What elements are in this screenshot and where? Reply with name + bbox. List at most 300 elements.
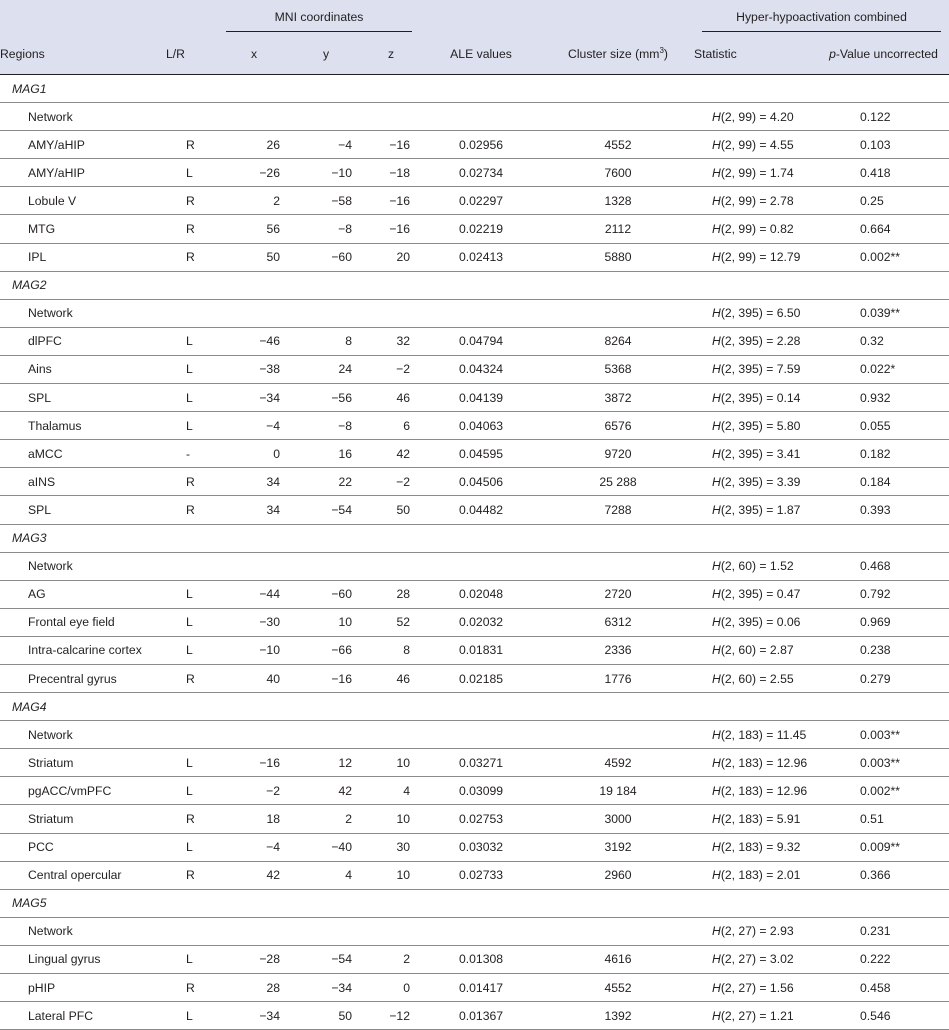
table-row — [0, 974, 949, 1002]
statistic-cell — [694, 384, 818, 412]
lr-cell: L — [186, 643, 193, 658]
statistic-value: (2, 60) = 1.52 — [720, 559, 794, 574]
p-value-cell: 0.103 — [860, 137, 891, 152]
z-cell: −2 — [396, 474, 410, 489]
ale-cell: 0.04063 — [458, 418, 504, 433]
y-cell: −4 — [338, 137, 352, 152]
col-y: y — [322, 47, 330, 61]
lr-cell: L — [186, 615, 193, 630]
table-row — [0, 299, 949, 327]
statistic-value: (2, 395) = 0.14 — [720, 390, 801, 405]
cluster-size-cell: 2112 — [604, 222, 632, 237]
x-cell: 26 — [266, 137, 280, 152]
y-cell — [290, 552, 362, 580]
z-cell: −2 — [396, 362, 410, 377]
statistic-value: (2, 99) = 4.55 — [720, 137, 794, 152]
lr-cell: R — [186, 474, 195, 489]
y-cell: 24 — [338, 362, 352, 377]
group-label: MAG3 — [12, 531, 47, 546]
statistic-cell — [694, 833, 818, 861]
ale-cell: 0.01831 — [458, 643, 504, 658]
region-cell: Lingual gyrus — [28, 952, 101, 967]
lr-cell: L — [186, 587, 193, 602]
h-symbol: H — [712, 165, 721, 180]
statistic-value: (2, 27) = 3.02 — [720, 952, 794, 967]
lr-cell: L — [186, 1008, 193, 1023]
region-cell: AMY/aHIP — [28, 165, 85, 180]
z-cell: −16 — [389, 137, 410, 152]
cluster-size-cell: 4552 — [604, 137, 632, 152]
table-row — [0, 215, 949, 243]
p-value-cell: 0.664 — [860, 222, 891, 237]
z-cell: −12 — [389, 1008, 410, 1023]
group-row — [0, 693, 949, 721]
h-symbol: H — [712, 137, 721, 152]
table-row — [0, 355, 949, 383]
y-cell: 16 — [338, 446, 352, 461]
statistic-cell — [694, 496, 818, 524]
z-cell: 30 — [396, 840, 410, 855]
z-cell: 46 — [396, 390, 410, 405]
table-row — [0, 384, 949, 412]
y-cell: 2 — [345, 811, 352, 826]
h-symbol: H — [712, 980, 721, 995]
p-value-cell: 0.222 — [860, 952, 891, 967]
statistic-cell — [694, 974, 818, 1002]
statistic-value: (2, 60) = 2.87 — [720, 643, 794, 658]
statistic-cell — [694, 777, 818, 805]
p-value-cell: 0.184 — [860, 474, 891, 489]
h-symbol: H — [712, 615, 721, 630]
cluster-size-cell — [542, 721, 694, 749]
y-cell: −16 — [331, 671, 352, 686]
p-value-cell: 0.393 — [860, 502, 891, 517]
table-row — [0, 777, 949, 805]
ale-cell: 0.02956 — [458, 137, 504, 152]
x-cell: 0 — [273, 446, 280, 461]
table-row — [0, 243, 949, 271]
ale-cell — [420, 721, 542, 749]
table-row — [0, 440, 949, 468]
z-cell — [362, 103, 420, 131]
ale-cell: 0.01417 — [458, 980, 504, 995]
group-row — [0, 889, 949, 917]
lr-cell: L — [186, 418, 193, 433]
statistic-value: (2, 99) = 4.20 — [720, 109, 794, 124]
table-row — [0, 580, 949, 608]
hyper-hypo-header: Hyper-hypoactivation combined — [694, 0, 949, 34]
p-value-cell: 0.009** — [860, 840, 900, 855]
statistic-value: (2, 183) = 5.91 — [720, 811, 801, 826]
p-value-cell: 0.039** — [860, 306, 900, 321]
y-cell: 8 — [345, 334, 352, 349]
table-row — [0, 187, 949, 215]
y-cell — [290, 299, 362, 327]
p-value-cell: 0.458 — [860, 980, 891, 995]
region-cell: SPL — [28, 502, 52, 517]
statistic-cell — [694, 580, 818, 608]
region-cell: IPL — [28, 250, 47, 265]
region-cell: aMCC — [28, 446, 63, 461]
statistic-cell — [694, 412, 818, 440]
ale-cell: 0.02185 — [458, 671, 504, 686]
x-cell: 18 — [266, 811, 280, 826]
ale-cell: 0.02219 — [458, 222, 504, 237]
statistic-cell — [694, 327, 818, 355]
group-label: MAG1 — [12, 81, 47, 96]
region-cell: Lateral PFC — [28, 1008, 94, 1023]
group-row — [0, 524, 949, 552]
h-symbol: H — [712, 390, 721, 405]
cluster-size-cell: 4616 — [604, 952, 632, 967]
p-value-cell: 0.25 — [860, 193, 884, 208]
region-cell: Intra-calcarine cortex — [28, 643, 142, 658]
z-cell: 50 — [396, 502, 410, 517]
cluster-size-cell: 3872 — [604, 390, 632, 405]
x-cell: 28 — [266, 980, 280, 995]
statistic-value: (2, 395) = 5.80 — [720, 418, 801, 433]
cluster-size-cell: 3192 — [604, 840, 632, 855]
statistic-cell — [694, 721, 818, 749]
col-lr: L/R — [166, 47, 185, 61]
lr-cell — [166, 552, 218, 580]
ale-cell — [420, 103, 542, 131]
region-cell: Precentral gyrus — [28, 671, 117, 686]
statistic-value: (2, 99) = 1.74 — [720, 165, 794, 180]
statistic-cell — [694, 805, 818, 833]
statistic-cell — [694, 636, 818, 664]
statistic-cell — [694, 243, 818, 271]
z-cell: 10 — [396, 755, 410, 770]
lr-cell: R — [186, 137, 195, 152]
y-cell: −60 — [331, 250, 352, 265]
y-cell: −56 — [331, 390, 352, 405]
lr-cell — [166, 299, 218, 327]
p-value-cell: 0.546 — [860, 1008, 891, 1023]
cluster-size-cell: 1392 — [604, 1008, 632, 1023]
region-cell: Lobule V — [28, 193, 77, 208]
col-z: z — [387, 47, 395, 61]
x-cell: 34 — [266, 502, 280, 517]
x-cell: −4 — [266, 840, 280, 855]
z-cell: 32 — [396, 334, 410, 349]
lr-cell — [166, 721, 218, 749]
statistic-cell — [694, 355, 818, 383]
cluster-size-cell: 8264 — [604, 334, 632, 349]
ale-cell — [420, 917, 542, 945]
cluster-size-cell: 6312 — [604, 615, 632, 630]
p-value-cell: 0.182 — [860, 446, 891, 461]
p-value-cell: 0.366 — [860, 868, 891, 883]
x-cell: −10 — [259, 643, 280, 658]
table-row — [0, 1002, 949, 1030]
table-row — [0, 861, 949, 889]
mni-coordinates-header: MNI coordinates — [218, 0, 420, 34]
statistic-value: (2, 183) = 2.01 — [720, 868, 801, 883]
col-p-value: p-Value uncorrected — [829, 47, 938, 61]
statistic-cell — [694, 215, 818, 243]
cluster-size-cell: 1776 — [604, 671, 632, 686]
cluster-size-cell: 6576 — [604, 418, 632, 433]
ale-cell: 0.04482 — [458, 502, 504, 517]
lr-cell: R — [186, 222, 195, 237]
statistic-value: (2, 183) = 11.45 — [720, 727, 807, 742]
region-cell: dlPFC — [28, 334, 62, 349]
p-value-cell: 0.51 — [860, 811, 884, 826]
x-cell — [218, 103, 290, 131]
col-ale: ALE values — [450, 47, 512, 61]
table-row — [0, 917, 949, 945]
h-symbol: H — [712, 1008, 721, 1023]
table-row — [0, 721, 949, 749]
h-symbol: H — [712, 418, 721, 433]
x-cell: −4 — [266, 418, 280, 433]
x-cell: 34 — [266, 474, 280, 489]
z-cell: 28 — [396, 587, 410, 602]
region-cell: pHIP — [28, 980, 56, 995]
h-symbol: H — [712, 109, 721, 124]
p-value-cell: 0.969 — [860, 615, 891, 630]
z-cell: 20 — [396, 250, 410, 265]
h-symbol: H — [712, 868, 721, 883]
z-cell: −16 — [389, 222, 410, 237]
region-cell: Frontal eye field — [28, 615, 115, 630]
p-value-cell: 0.468 — [860, 559, 891, 574]
region-cell: Ains — [28, 362, 52, 377]
region-cell: MTG — [28, 222, 56, 237]
region-cell: Network — [28, 924, 73, 939]
lr-cell: R — [186, 502, 195, 517]
ale-cell: 0.02048 — [458, 587, 504, 602]
table-row — [0, 327, 949, 355]
cluster-size-cell: 2720 — [604, 587, 632, 602]
statistic-cell — [694, 861, 818, 889]
lr-cell: L — [186, 840, 193, 855]
z-cell: 8 — [403, 643, 410, 658]
cluster-size-cell — [542, 103, 694, 131]
ale-cell: 0.02032 — [458, 615, 504, 630]
statistic-cell — [694, 299, 818, 327]
lr-cell: R — [186, 671, 195, 686]
lr-cell: L — [186, 165, 193, 180]
cluster-size-cell: 7600 — [604, 165, 632, 180]
x-cell: 2 — [273, 193, 280, 208]
statistic-value: (2, 395) = 0.06 — [720, 615, 801, 630]
h-symbol: H — [712, 362, 721, 377]
cluster-size-cell: 3000 — [604, 811, 632, 826]
statistic-cell — [694, 1002, 818, 1030]
y-cell: −54 — [331, 952, 352, 967]
p-value-cell: 0.279 — [860, 671, 891, 686]
lr-cell — [166, 103, 218, 131]
z-cell — [362, 721, 420, 749]
cluster-size-cell: 4592 — [604, 755, 632, 770]
y-cell: −66 — [331, 643, 352, 658]
ale-cell — [420, 552, 542, 580]
region-cell: Thalamus — [28, 418, 82, 433]
statistic-cell — [694, 945, 818, 973]
h-symbol: H — [712, 250, 721, 265]
h-symbol: H — [712, 222, 721, 237]
y-cell: −60 — [331, 587, 352, 602]
col-statistic: Statistic — [694, 47, 737, 61]
y-cell: 22 — [338, 474, 352, 489]
statistic-cell — [694, 159, 818, 187]
y-cell: −34 — [331, 980, 352, 995]
h-symbol: H — [712, 727, 721, 742]
statistic-value: (2, 395) = 1.87 — [720, 502, 801, 517]
cluster-size-cell: 5368 — [604, 362, 632, 377]
z-cell: −18 — [389, 165, 410, 180]
ale-cell: 0.02753 — [458, 811, 504, 826]
cluster-size-cell: 4552 — [604, 980, 632, 995]
statistic-value: (2, 60) = 2.55 — [720, 671, 794, 686]
x-cell — [218, 299, 290, 327]
statistic-cell — [694, 440, 818, 468]
y-cell: −40 — [331, 840, 352, 855]
y-cell — [290, 103, 362, 131]
statistic-cell — [694, 608, 818, 636]
cluster-size-cell — [542, 552, 694, 580]
lr-cell: L — [186, 362, 193, 377]
z-cell — [362, 917, 420, 945]
lr-cell: R — [186, 868, 195, 883]
cluster-size-cell: 7288 — [604, 502, 632, 517]
table-row — [0, 608, 949, 636]
y-cell: 50 — [338, 1008, 352, 1023]
ale-cell: 0.03099 — [458, 783, 504, 798]
col-x: x — [250, 47, 258, 61]
cluster-size-cell — [542, 917, 694, 945]
z-cell: 6 — [403, 418, 410, 433]
lr-cell: L — [186, 390, 193, 405]
y-cell: 10 — [338, 615, 352, 630]
statistic-value: (2, 183) = 12.96 — [720, 755, 808, 770]
x-cell: −30 — [259, 615, 280, 630]
region-cell: pgACC/vmPFC — [28, 783, 112, 798]
y-cell: −54 — [331, 502, 352, 517]
p-value-cell: 0.932 — [860, 390, 891, 405]
lr-cell — [166, 917, 218, 945]
x-cell — [218, 721, 290, 749]
z-cell: 46 — [396, 671, 410, 686]
lr-cell: - — [186, 446, 191, 461]
y-cell: 4 — [345, 868, 352, 883]
h-symbol: H — [712, 755, 721, 770]
statistic-value: (2, 395) = 3.39 — [720, 474, 801, 489]
x-cell: −28 — [259, 952, 280, 967]
table-row — [0, 496, 949, 524]
table-row — [0, 833, 949, 861]
table-row — [0, 103, 949, 131]
region-cell: Network — [28, 559, 73, 574]
statistic-value: (2, 395) = 3.41 — [720, 446, 801, 461]
table-row — [0, 636, 949, 664]
col-regions: Regions — [0, 47, 45, 61]
lr-cell: L — [186, 952, 193, 967]
statistic-cell — [694, 103, 818, 131]
z-cell: 42 — [396, 446, 410, 461]
ale-cell: 0.02734 — [458, 165, 504, 180]
region-cell: aINS — [28, 474, 56, 489]
region-cell: AMY/aHIP — [28, 137, 85, 152]
h-symbol: H — [712, 952, 721, 967]
statistic-value: (2, 99) = 2.78 — [720, 193, 794, 208]
z-cell: 52 — [396, 615, 410, 630]
x-cell: −34 — [259, 390, 280, 405]
h-symbol: H — [712, 643, 721, 658]
x-cell: −44 — [259, 587, 280, 602]
table-row — [0, 468, 949, 496]
statistic-cell — [694, 917, 818, 945]
table-body — [0, 75, 949, 1030]
ale-cell: 0.04139 — [458, 390, 504, 405]
group-label: MAG2 — [12, 278, 47, 293]
h-symbol: H — [712, 587, 721, 602]
y-cell: 12 — [338, 755, 352, 770]
x-cell: 50 — [266, 250, 280, 265]
ale-cell: 0.01308 — [458, 952, 504, 967]
h-symbol: H — [712, 446, 721, 461]
table-row — [0, 412, 949, 440]
statistic-value: (2, 395) = 6.50 — [720, 306, 801, 321]
statistic-value: (2, 395) = 7.59 — [720, 362, 801, 377]
statistic-cell — [694, 131, 818, 159]
table-row — [0, 805, 949, 833]
ale-cell: 0.03271 — [458, 755, 504, 770]
y-cell: −10 — [331, 165, 352, 180]
h-symbol: H — [712, 559, 721, 574]
lr-cell: R — [186, 250, 195, 265]
h-symbol: H — [712, 306, 721, 321]
statistic-cell — [694, 552, 818, 580]
group-label: MAG4 — [12, 699, 47, 714]
group-row — [0, 75, 949, 103]
col-cluster-size: Cluster size $(mm^3)$ — [568, 45, 668, 61]
statistic-value: (2, 27) = 2.93 — [720, 924, 794, 939]
z-cell: 10 — [396, 811, 410, 826]
region-cell: Striatum — [28, 811, 74, 826]
group-row — [0, 271, 949, 299]
lr-cell: R — [186, 811, 195, 826]
ale-cell: 0.02297 — [458, 193, 504, 208]
x-cell: −34 — [259, 1008, 280, 1023]
h-symbol: H — [712, 671, 721, 686]
x-cell — [218, 917, 290, 945]
region-cell: Network — [28, 306, 73, 321]
p-value-cell: 0.055 — [860, 418, 891, 433]
statistic-cell — [694, 749, 818, 777]
table-row — [0, 749, 949, 777]
region-cell: Central opercular — [28, 868, 122, 883]
h-symbol: H — [712, 502, 721, 517]
statistic-value: (2, 27) = 1.56 — [720, 980, 794, 995]
ale-cell: 0.04794 — [458, 334, 504, 349]
lr-cell: R — [186, 980, 195, 995]
region-cell: PCC — [28, 840, 54, 855]
x-cell: −2 — [266, 783, 280, 798]
statistic-value: (2, 27) = 1.21 — [720, 1008, 794, 1023]
table-header — [0, 0, 949, 75]
ale-cell: 0.04324 — [458, 362, 504, 377]
region-cell: SPL — [28, 390, 52, 405]
x-cell: 42 — [266, 868, 280, 883]
p-value-cell: 0.32 — [860, 334, 884, 349]
table-row — [0, 552, 949, 580]
y-cell: −8 — [338, 222, 352, 237]
cluster-size-cell: 5880 — [604, 250, 632, 265]
table-row — [0, 945, 949, 973]
